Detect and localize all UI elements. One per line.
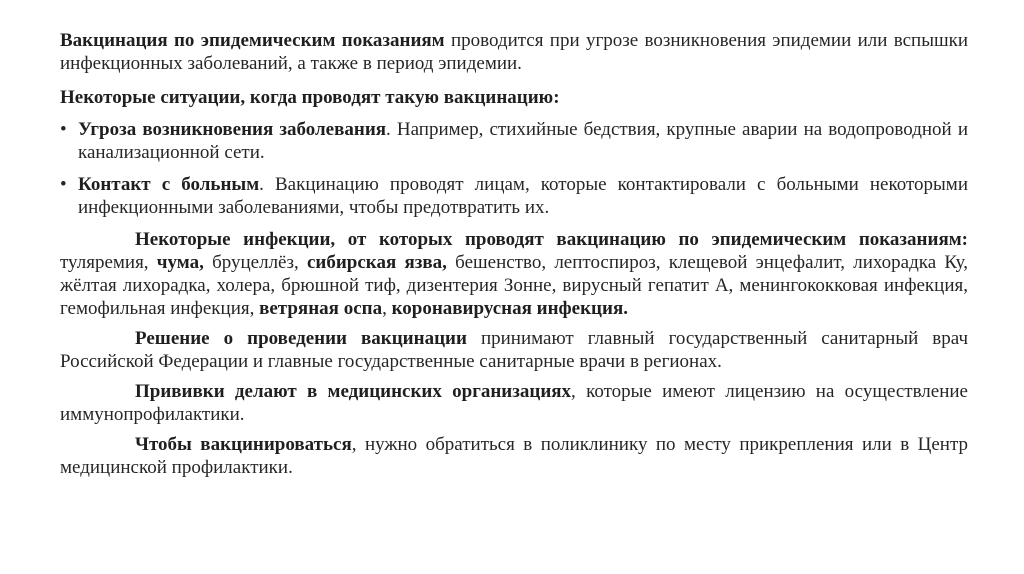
- decision-text: принимают главный государственный санитарный врач Российской Федерации и главные государственные санитарные врачи в регионах.: [60, 328, 968, 372]
- bullet-bold: Угроза возникновения заболевания: [78, 119, 387, 140]
- how-to-paragraph: [60, 433, 968, 479]
- infections-text-4: ,: [382, 298, 392, 319]
- bullet-text: . Вакцинацию проводят лицам, которые контактировали с больными некоторыми инфекционными заболеваниями, чтобы предотвратить их.: [78, 174, 968, 218]
- infections-text-1: туляремия,: [60, 252, 157, 273]
- infections-text-3: бешенство, лептоспироз, клещевой энцефалит, лихорадка Ку, жёлтая лихорадка, холера, брюшной тиф, дизентерия Зонне, вирусный гепатит А, менингококковая инфекция, гемофильная инфекция,: [60, 252, 968, 319]
- infection-anthrax: сибирская язва,: [306, 252, 447, 273]
- infection-plague: чума,: [156, 252, 204, 273]
- organizations-bold: Прививки делают в медицинских организациях: [135, 381, 572, 402]
- decision-bold: Решение о проведении вакцинации: [135, 328, 467, 349]
- situations-heading: [60, 86, 968, 109]
- bullet-icon: •: [60, 119, 67, 140]
- how-to-bold: Чтобы вакцинироваться: [135, 434, 352, 455]
- organizations-paragraph: [60, 380, 968, 426]
- list-item: [60, 118, 968, 164]
- situations-heading-text: Некоторые ситуации, когда проводят такую вакцинацию:: [60, 87, 560, 108]
- infections-paragraph: [60, 228, 968, 320]
- intro-paragraph: [60, 29, 968, 75]
- bullet-icon: •: [60, 174, 67, 195]
- how-to-text: , нужно обратиться в поликлинику по месту прикрепления или в Центр медицинской профилактики.: [60, 434, 968, 478]
- infections-text-2: бруцеллёз,: [203, 252, 307, 273]
- bullet-text: . Например, стихийные бедствия, крупные аварии на водопроводной и канализационной сети.: [78, 119, 968, 163]
- situations-list: [60, 118, 968, 219]
- intro-text: проводится при угрозе возникновения эпидемии или вспышки инфекционных заболеваний, а также в период эпидемии.: [60, 30, 968, 74]
- infections-lead: Некоторые инфекции, от которых проводят вакцинацию по эпидемическим показаниям:: [135, 229, 968, 250]
- organizations-text: , которые имеют лицензию на осуществление иммунопрофилактики.: [60, 381, 968, 425]
- intro-bold: Вакцинация по эпидемическим показаниям: [60, 30, 445, 51]
- decision-paragraph: [60, 327, 968, 373]
- slide-content: [60, 29, 968, 486]
- infection-chickenpox: ветряная оспа: [259, 298, 383, 319]
- bullet-bold: Контакт с больным: [78, 174, 260, 195]
- list-item: [60, 173, 968, 219]
- infection-coronavirus: коронавирусная инфекция.: [391, 298, 628, 319]
